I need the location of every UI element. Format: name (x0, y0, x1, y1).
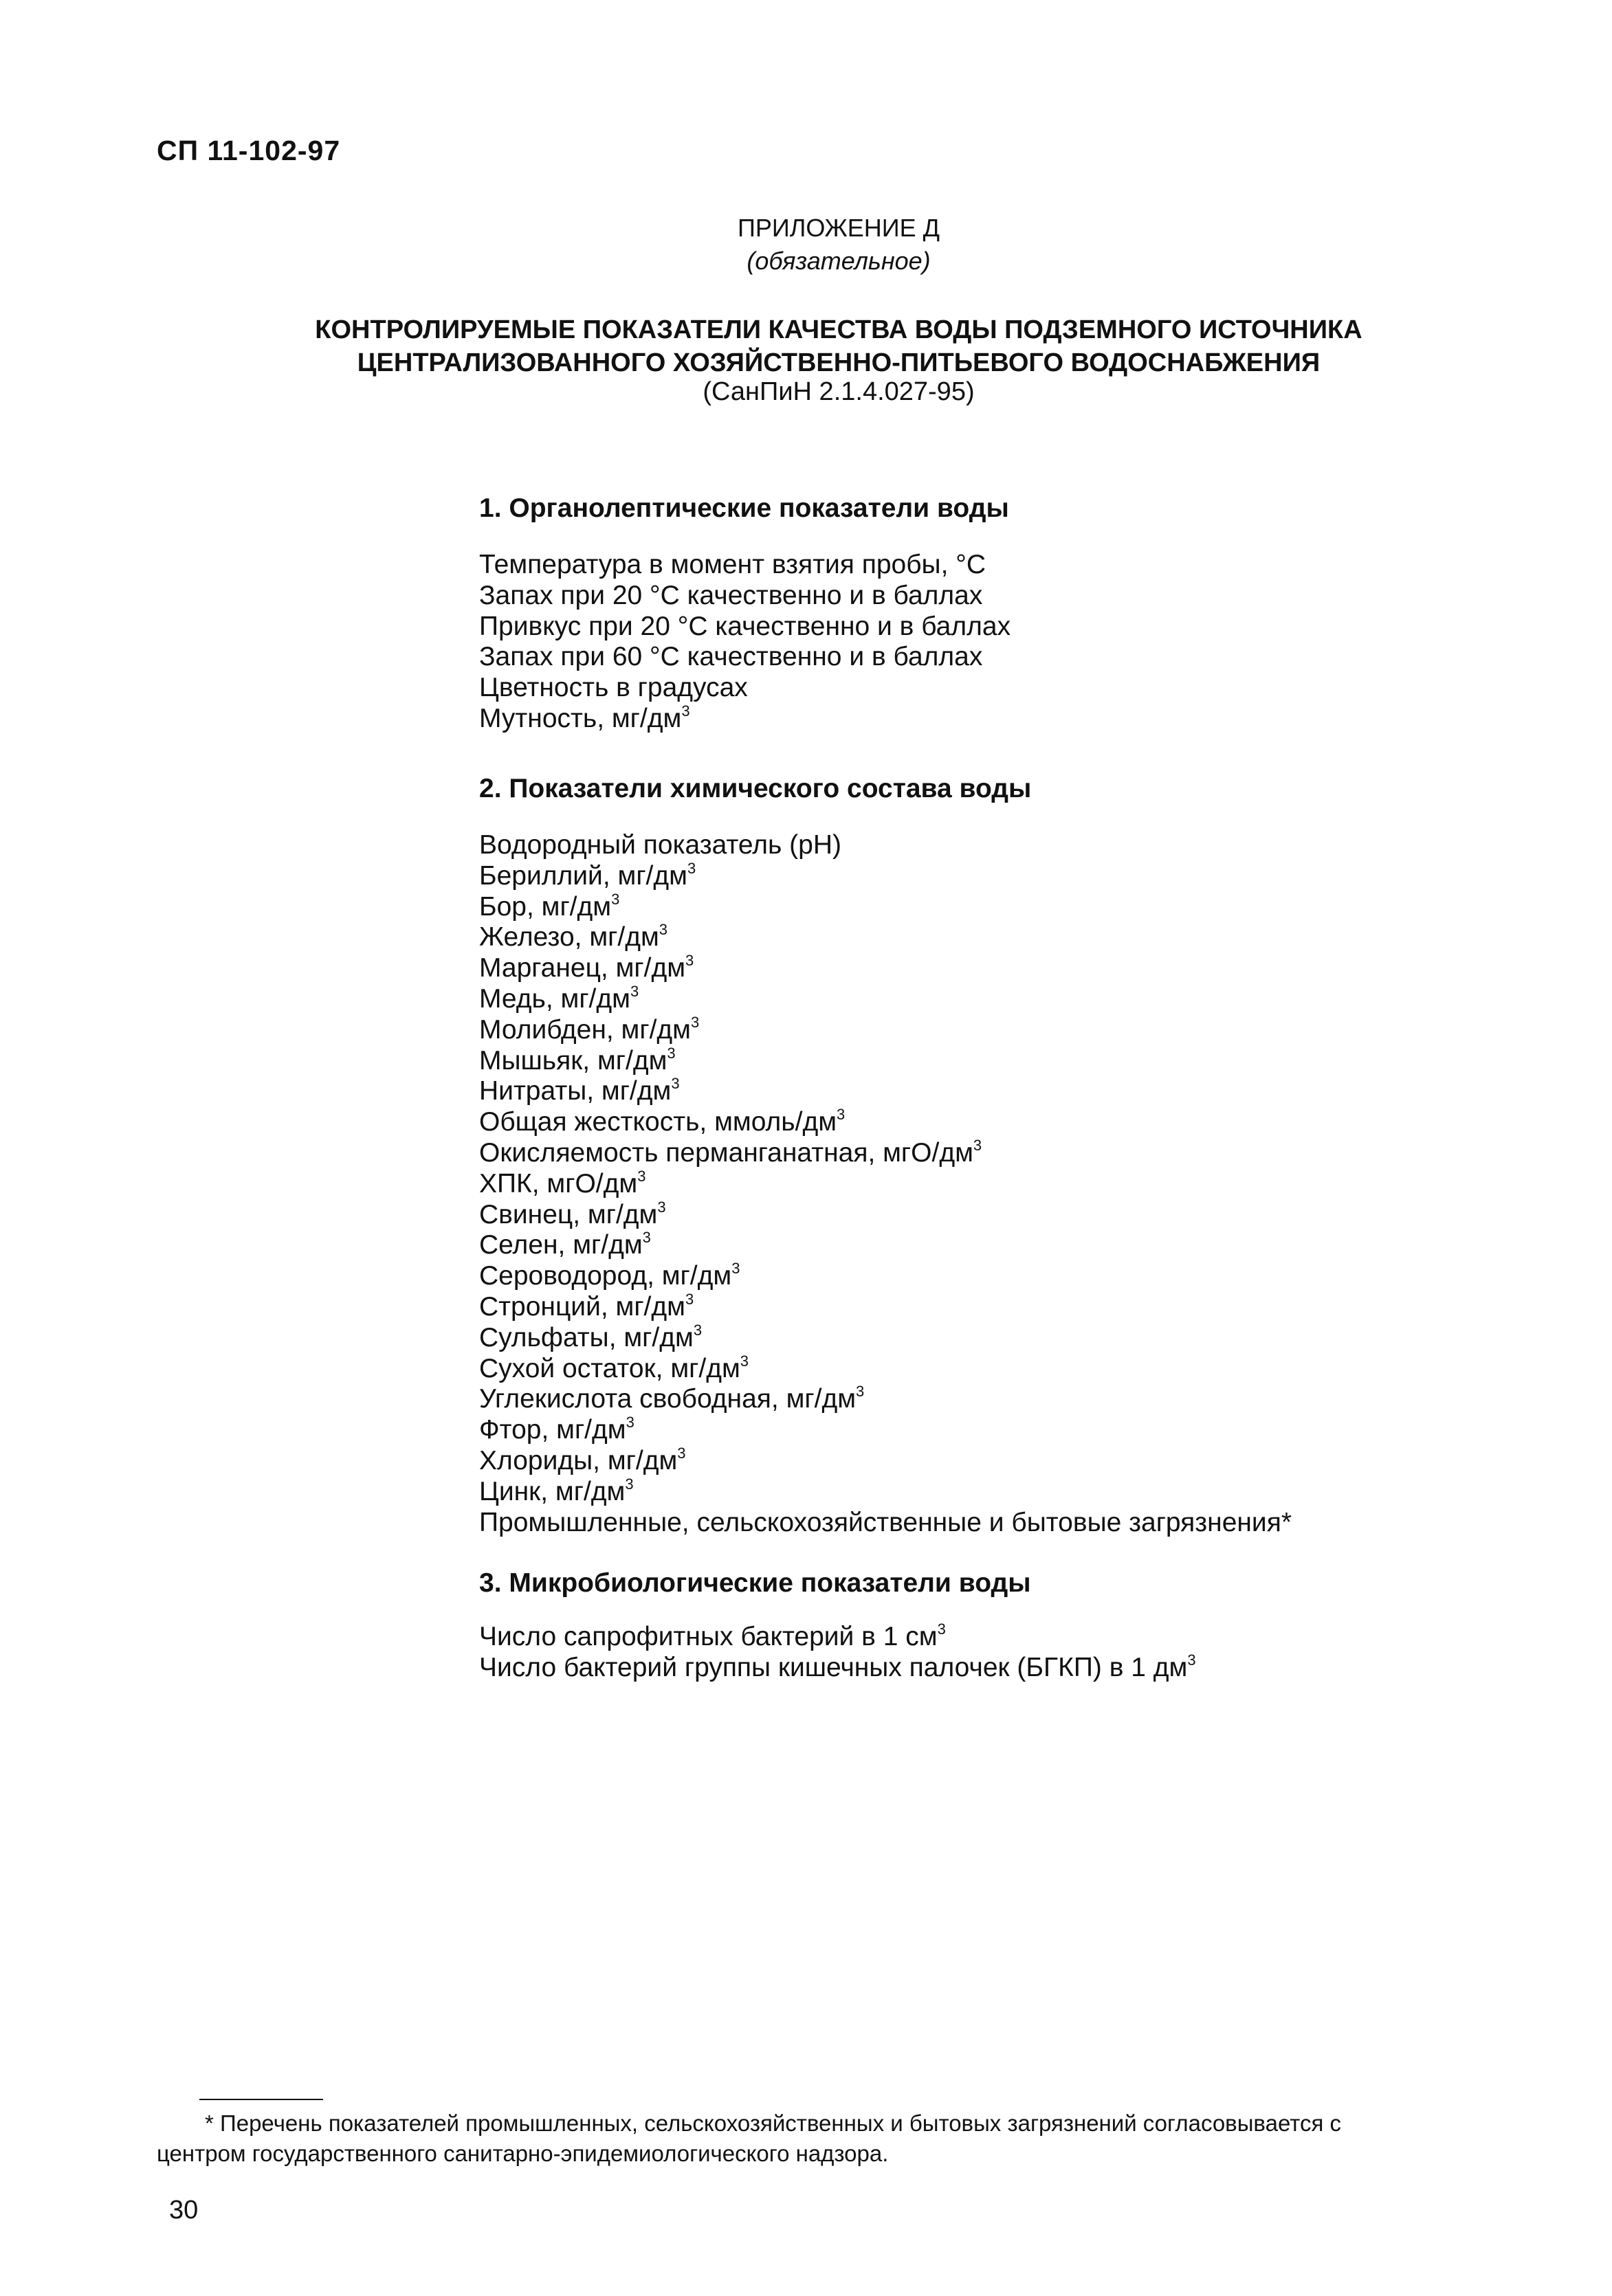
unit-superscript: 3 (687, 859, 696, 877)
unit-superscript: 3 (642, 1229, 651, 1247)
list-item (479, 1138, 1552, 1169)
indicator-label: Число сапрофитных бактерий в 1 см (479, 1622, 938, 1651)
unit-superscript: 3 (937, 1620, 946, 1638)
list-item (479, 1622, 1552, 1653)
unit-superscript: 3 (657, 1198, 666, 1216)
indicator-label: Бор, мг/дм (479, 891, 612, 922)
unit-superscript: 3 (685, 1290, 694, 1308)
unit-superscript: 3 (685, 952, 694, 970)
list-item (479, 1046, 1552, 1077)
list-item (479, 1076, 1552, 1107)
list-item (479, 1508, 1552, 1539)
section-chemical (479, 772, 1552, 1538)
indicator-label: Медь, мг/дм (479, 983, 630, 1014)
indicator-label: Сухой остаток, мг/дм (479, 1353, 740, 1383)
unit-superscript: 3 (659, 921, 668, 939)
list-item (479, 1323, 1552, 1354)
unit-superscript: 3 (667, 1044, 676, 1062)
unit-superscript: 3 (611, 890, 620, 908)
indicator-label: Мутность, мг/дм (479, 703, 682, 733)
section-microbiological (479, 1567, 1552, 1684)
indicator-label: Мышьяк, мг/дм (479, 1045, 667, 1075)
title-line-1: КОНТРОЛИРУЕМЫЕ ПОКАЗАТЕЛИ КАЧЕСТВА ВОДЫ ПОДЗЕМНОГО ИСТОЧНИКА (315, 315, 1362, 344)
list-item (479, 953, 1552, 984)
indicator-label: Сульфаты, мг/дм (479, 1322, 694, 1352)
indicator-label: Стронций, мг/дм (479, 1291, 685, 1322)
indicator-label: Цветность в градусах (479, 673, 748, 703)
unit-superscript: 3 (690, 1013, 700, 1031)
list-item (479, 550, 1552, 581)
appendix-label: ПРИЛОЖЕНИЕ Д (737, 214, 940, 242)
document-title (0, 313, 1612, 379)
footnote-line-1: * Перечень показателей промышленных, сельскохозяйственных и бытовых загрязнений согласовывается с (205, 2110, 1341, 2136)
footnote (157, 2108, 1532, 2169)
list-item (479, 1477, 1552, 1508)
unit-superscript: 3 (856, 1383, 865, 1401)
indicator-label: Нитраты, мг/дм (479, 1076, 672, 1106)
list-item (479, 1015, 1552, 1046)
unit-superscript: 3 (837, 1106, 846, 1124)
unit-superscript: 3 (740, 1352, 749, 1370)
unit-superscript: 3 (630, 982, 639, 1000)
indicator-label: Общая жесткость, ммоль/дм (479, 1107, 837, 1137)
indicator-label: Число бактерий группы кишечных палочек (БГКП) в 1 дм (479, 1652, 1188, 1682)
unit-superscript: 3 (1187, 1651, 1196, 1669)
list-item (479, 861, 1552, 892)
indicator-list (479, 1622, 1552, 1684)
unit-superscript: 3 (626, 1414, 634, 1431)
section-organoleptic (479, 492, 1552, 735)
section-title: 1. Органолептические показатели воды (479, 493, 1009, 523)
indicator-list (479, 830, 1552, 1538)
indicator-label: Привкус при 20 °С качественно и в баллах (479, 611, 1011, 641)
page-number: 30 (169, 2196, 199, 2225)
list-item (479, 581, 1552, 612)
list-item (479, 1415, 1552, 1446)
title-line-2: ЦЕНТРАЛИЗОВАННОГО ХОЗЯЙСТВЕННО-ПИТЬЕВОГО ВОДОСНАБЖЕНИЯ (357, 348, 1321, 377)
indicator-label: Молибден, мг/дм (479, 1014, 691, 1045)
list-item (479, 830, 1552, 861)
list-item (479, 642, 1552, 673)
indicator-label: Запах при 60 °С качественно и в баллах (479, 642, 983, 672)
indicator-label: Водородный показатель (pH) (479, 830, 842, 860)
appendix-heading (0, 212, 1612, 278)
list-item (479, 922, 1552, 953)
unit-superscript: 3 (637, 1167, 646, 1185)
unit-superscript: 3 (693, 1321, 703, 1339)
title-norm-reference: (СанПиН 2.1.4.027-95) (703, 377, 975, 406)
list-item (479, 1292, 1552, 1323)
indicator-list (479, 550, 1552, 735)
unit-superscript: 3 (625, 1475, 634, 1493)
list-item (479, 1169, 1552, 1200)
list-item (479, 1230, 1552, 1261)
indicator-label: Селен, мг/дм (479, 1230, 643, 1260)
list-item (479, 704, 1552, 735)
indicator-label: Цинк, мг/дм (479, 1476, 626, 1506)
indicator-label: Углекислота свободная, мг/дм (479, 1384, 857, 1414)
list-item (479, 892, 1552, 923)
list-item (479, 1384, 1552, 1415)
list-item (479, 673, 1552, 704)
list-item (479, 1354, 1552, 1385)
indicator-label: Температура в момент взятия пробы, °С (479, 550, 986, 579)
indicator-label: Железо, мг/дм (479, 922, 659, 952)
unit-superscript: 3 (671, 1075, 680, 1093)
footnote-divider (199, 2099, 323, 2100)
indicator-label: Хлориды, мг/дм (479, 1445, 678, 1475)
indicator-label: Окисляемость перманганатная, мгО/дм (479, 1137, 973, 1168)
list-item (479, 984, 1552, 1015)
appendix-status: (обязательное) (747, 247, 931, 275)
unit-superscript: 3 (973, 1136, 982, 1154)
unit-superscript: 3 (677, 1444, 686, 1462)
document-code: СП 11-102-97 (157, 135, 341, 166)
indicator-label: ХПК, мгО/дм (479, 1168, 638, 1199)
section-title: 3. Микробиологические показатели воды (479, 1568, 1031, 1598)
indicator-label: Марганец, мг/дм (479, 953, 686, 983)
list-item (479, 1107, 1552, 1138)
list-item (479, 1200, 1552, 1231)
list-item (479, 1261, 1552, 1292)
section-title: 2. Показатели химического состава воды (479, 774, 1032, 803)
list-item (479, 1446, 1552, 1477)
indicator-label: Фтор, мг/дм (479, 1415, 626, 1445)
footnote-line-2: центром государственного санитарно-эпидемиологического надзора. (157, 2141, 889, 2166)
indicator-label: Запах при 20 °С качественно и в баллах (479, 580, 983, 610)
indicator-label: Свинец, мг/дм (479, 1199, 658, 1229)
unit-superscript: 3 (731, 1260, 740, 1278)
list-item (479, 1653, 1552, 1684)
indicator-label: Промышленные, сельскохозяйственные и бытовые загрязнения* (479, 1507, 1292, 1537)
indicator-label: Сероводород, мг/дм (479, 1261, 732, 1291)
indicator-label: Бериллий, мг/дм (479, 860, 687, 891)
list-item (479, 612, 1552, 643)
unit-superscript: 3 (681, 702, 690, 720)
